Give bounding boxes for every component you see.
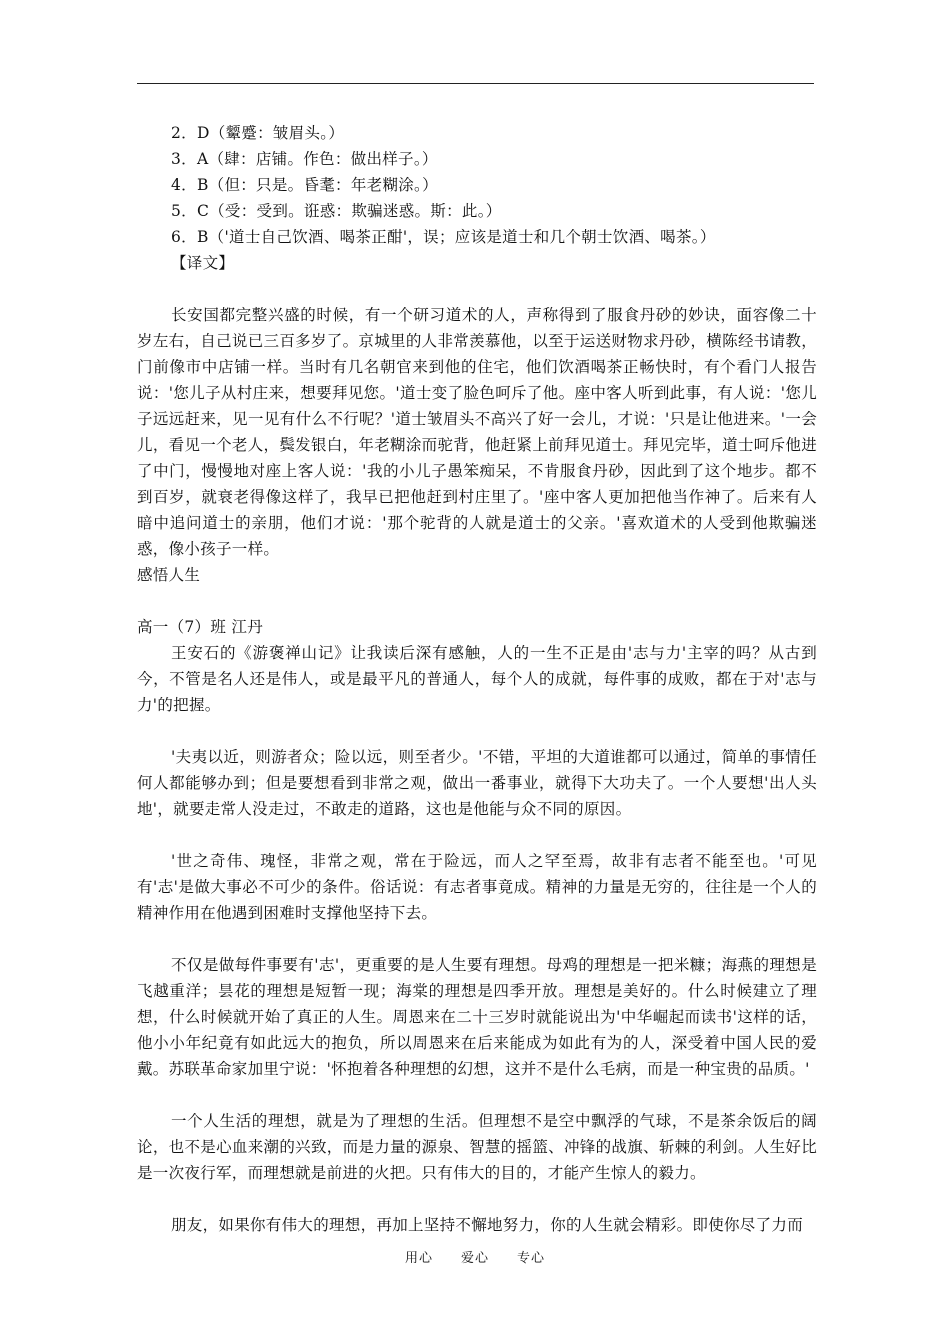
answer-line: 3．A（肆：店铺。作色：做出样子。） [171,150,438,168]
answer-line: 5．C（受：受到。诳惑：欺骗迷惑。斯：此。） [171,202,502,220]
header-rule [137,83,814,84]
answer-line: 4．B（但：只是。昏耄：年老糊涂。） [171,176,438,194]
author-line: 高一（7）班 江丹 [137,618,263,636]
essay-paragraph: 一个人生活的理想，就是为了理想的生活。但理想不是空中飘浮的气球，不是茶余饭后的阔论，也不是心血来潮的兴致，而是力量的源泉、智慧的摇篮、冲锋的战旗、斩棘的利剑。人生好比是一次夜行军，而理想就是前进的火把。只有伟大的目的，才能产生惊人的毅力。 [137,1112,817,1182]
answer-line: 2．D（颦蹙：皱眉头。） [171,124,345,142]
essay-paragraph: 不仅是做每件事要有'志'，更重要的是人生要有理想。母鸡的理想是一把米糠；海燕的理想是飞越重洋；昙花的理想是短暂一现；海棠的理想是四季开放。理想是美好的。什么时候建立了理想，什么时候就开始了真正的人生。周恩来在二十三岁时就能说出为'中华崛起而读书'这样的话，他小小年纪竟有如此远大的抱负，所以周恩来在后来能成为如此有为的人，深受着中国人民的爱戴。苏联革命家加里宁说：'怀抱着各种理想的幻想，这并不是什么毛病，而是一种宝贵的品质。' [137,956,817,1078]
page-body [137,120,817,1238]
answer-line: 6．B（'道士自己饮酒、喝茶正酣'，误；应该是道士和几个朝士饮酒、喝茶。） [171,228,716,246]
translation-paragraph: 长安国都完整兴盛的时候，有一个研习道术的人，声称得到了服食丹砂的妙诀，面容像二十岁左右，自己说已三百多岁了。京城里的人非常羡慕他，以至于运送财物求丹砂，横陈经书请教，门前像市中店铺一样。当时有几名朝官来到他的住宅，他们饮酒喝茶正畅快时，有个看门人报告说：'您儿子从村庄来，想要拜见您。'道士变了脸色呵斥了他。座中客人听到此事，有人说：'您儿子远远赶来，见一见有什么不行呢？'道士皱眉头不高兴了好一会儿，才说：'只是让他进来。'一会儿，看见一个老人，鬓发银白，年老糊涂而驼背，他赶紧上前拜见道士。拜见完毕，道士呵斥他进了中门，慢慢地对座上客人说：'我的小儿子愚笨痴呆，不肯服食丹砂，因此到了这个地步。都不到百岁，就衰老得像这样了，我早已把他赶到村庄里了。'座中客人更加把他当作神了。后来有人暗中追问道士的亲朋，他们才说：'那个驼背的人就是道士的父亲。'喜欢道术的人受到他欺骗迷惑，像小孩子一样。 [137,306,817,558]
essay-paragraph: '夫夷以近，则游者众；险以远，则至者少。'不错，平坦的大道谁都可以通过，简单的事情任何人都能够办到；但是要想看到非常之观，做出一番事业，就得下大功夫了。一个人要想'出人头地'，就要走常人没走过，不敢走的道路，这也是他能与众不同的原因。 [137,748,817,818]
page-footer: 用心 爱心 专心 [404,1251,545,1266]
essay-paragraph: 朋友，如果你有伟大的理想，再加上坚持不懈地努力，你的人生就会精彩。即使你尽了力而 [171,1216,804,1234]
translation-heading: 【译文】 [171,254,235,272]
essay-title: 感悟人生 [137,566,201,584]
essay-paragraph: 王安石的《游褒禅山记》让我读后深有感触，人的一生不正是由'志与力'主宰的吗？从古到今，不管是名人还是伟人，或是最平凡的普通人，每个人的成就，每件事的成败，都在于对'志与力'的把握。 [137,644,817,714]
essay-paragraph: '世之奇伟、瑰怪，非常之观，常在于险远，而人之罕至焉，故非有志者不能至也。'可见有'志'是做大事必不可少的条件。俗话说：有志者事竟成。精神的力量是无穷的，往往是一个人的精神作用在他遇到困难时支撑他坚持下去。 [137,852,817,922]
